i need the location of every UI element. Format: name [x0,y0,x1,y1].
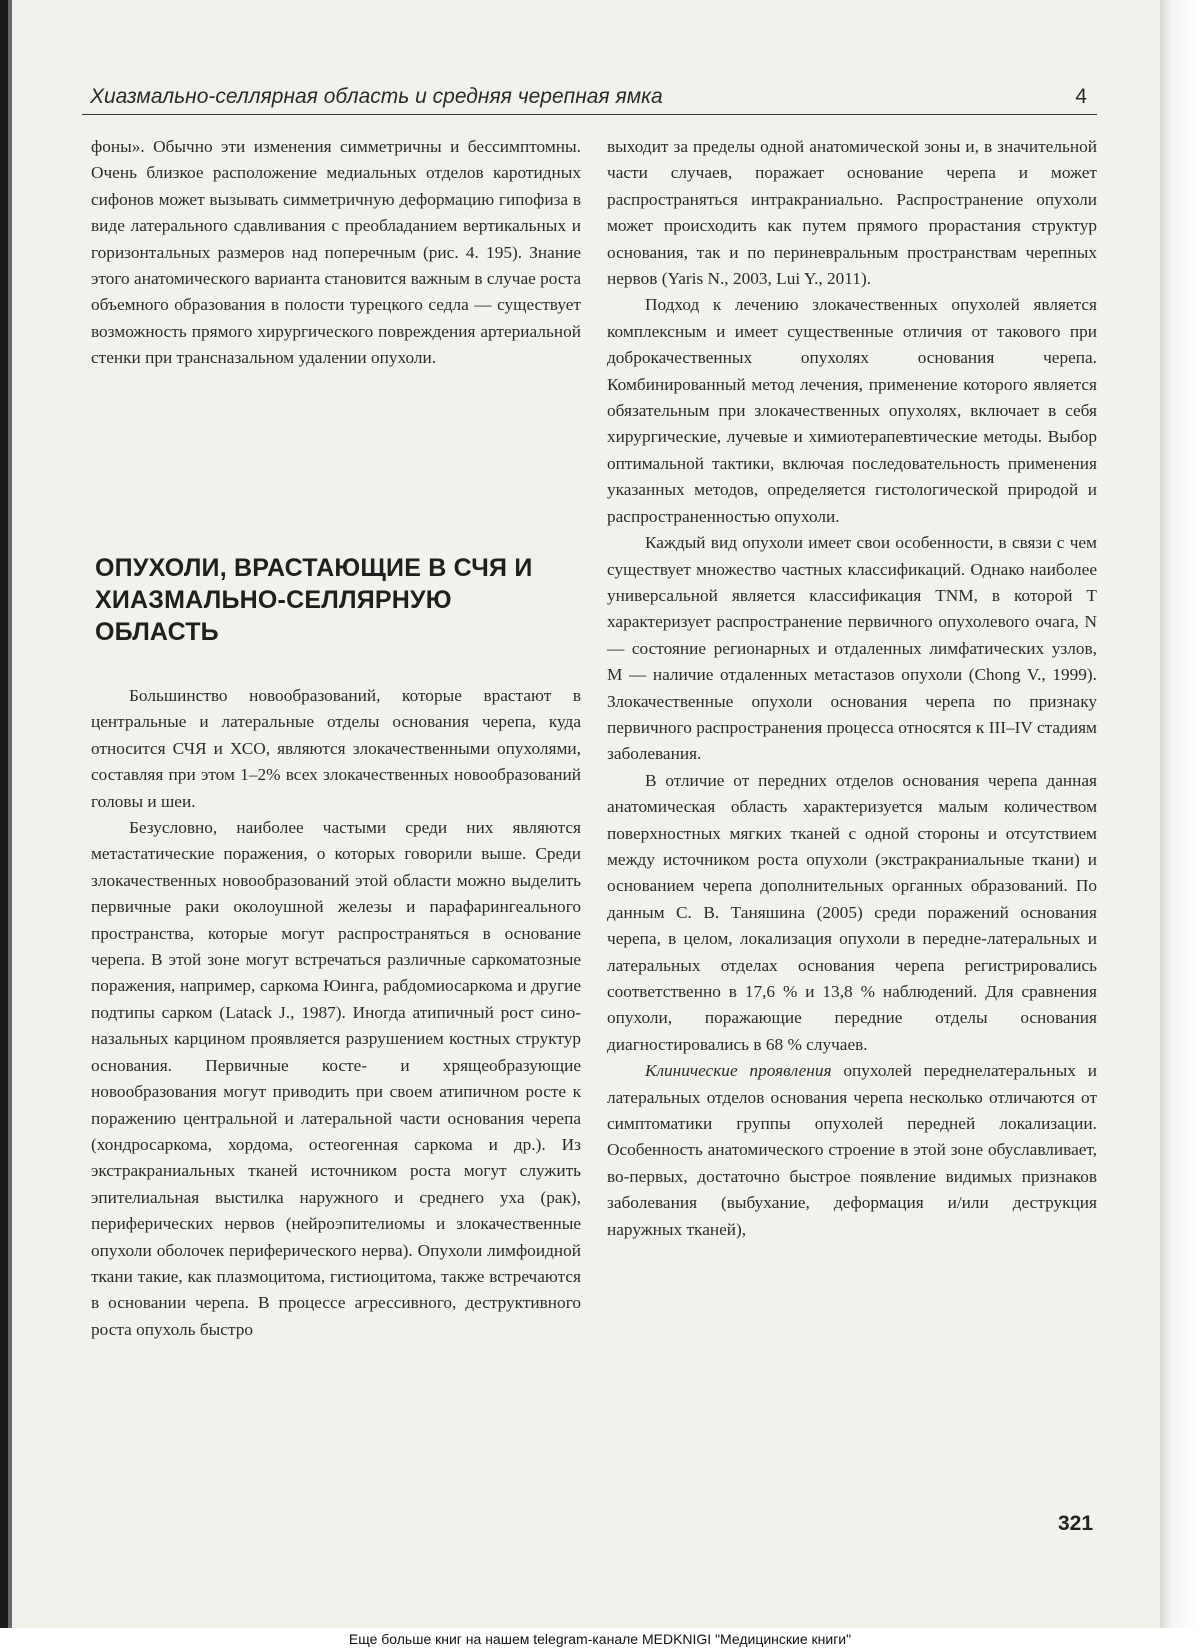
running-title: Хиазмально-селлярная область и средняя черепная ямка [90,85,663,108]
right-column [607,134,1097,1243]
chapter-number: 4 [1075,85,1087,108]
paragraph: Большинство новообразований, которые врастают в центральные и латеральные отделы основания черепа, куда относится СЧЯ и ХСО, являются злокачественными опухолями, составляя при этом 1–2% всех злокачественных новообразований головы и шеи. [91,686,581,811]
page-edge [1160,0,1200,1651]
left-column-bottom [91,683,581,1343]
paragraph: фоны». Обычно эти изменения симметричны и бессимптомны. Очень близкое расположение медиальных отделов каротидных сифонов может вызывать симметричную деформацию гипофиза в виде латерального сдавливания с преобладанием вертикальных и горизонтальных размеров над поперечным (рис. 4. 195). Знание этого анатомического варианта становится важным в случае роста объемного образования в полости турецкого седла — существует возможность прямого хирургического повреждения артериальной стенки при трансназальном удалении опухоли. [91,137,581,368]
paragraph-text: опухолей переднелатеральных и латеральных отделов основания черепа несколько отличаются от симптоматики группы опухолей передней локализации. Особенность анатомического строение в этой зоне обуславливает, во-первых, достаточно быстрое появление видимых признаков заболевания (выбухание, деформация и/или деструкция наружных тканей), [607,1061,1097,1239]
running-header [82,83,1097,115]
left-column-top [91,134,581,372]
paragraph: выходит за пределы одной анатомической зоны и, в значительной части случаев, поражает основание черепа и может распространяться интракраниально. Распространение опухоли может происходить как путем прямого прорастания структур основания, так и по периневральным пространствам черепных нервов (Yaris N., 2003, Lui Y., 2011). [607,137,1097,289]
paragraph: Подход к лечению злокачественных опухолей является комплексным и имеет существенные отличия от такового при доброкачественных опухолях основания черепа. Комбинированный метод лечения, применение которого является обязательным при злокачественных опухолях, включает в себя хирургические, лучевые и химиотерапевтические методы. Выбор оптимальной тактики, включая последовательность применения указанных методов, определяется гистологической природой и распространенностью опухоли. [607,295,1097,526]
paragraph: Каждый вид опухоли имеет свои особенности, в связи с чем существует множество частных классификаций. Однако наиболее универсальной является классификация TNM, в которой T характеризует распространение первичного опухолевого очага, N — состояние регионарных и отдаленных лимфатических узлов, M — наличие отдаленных метастазов опухоли (Chong V., 1999). Злокачественные опухоли основания черепа по признаку первичного распространения процесса относятся к III–IV стадиям заболевания. [607,533,1097,764]
section-heading: ОПУХОЛИ, ВРАСТАЮЩИЕ В СЧЯ И ХИАЗМАЛЬНО-СЕЛЛЯРНУЮ ОБЛАСТЬ [95,554,533,646]
italic-term: Клинические проявления [645,1061,832,1081]
paragraph-clinical [607,1058,1097,1243]
book-page [8,0,1160,1651]
footer-note: Еще больше книг на нашем telegram-канале MEDKNIGI "Медицинские книги" [0,1628,1200,1651]
paragraph: Безусловно, наиболее частыми среди них являются метастатические поражения, о которых говорили выше. Среди злокачественных новообразований этой области можно выделить первичные раки околоушной железы и парафарингеального пространства, которые могут распространяться в основание черепа. В этой зоне могут встречаться различные саркоматозные поражения, например, саркома Юинга, рабдомиосаркома и другие подтипы сарком (Latack J., 1987). Иногда атипичный рост сино-назальных карцином проявляется разрушением костных структур основания. Первичные косте- и хрящеобразующие новообразования могут приводить при своем атипичном росте к поражению центральной и латеральной части основания черепа (хондросаркома, хордома, остеогенная саркома и др.). Из экстракраниальных тканей источником роста могут служить эпителиальная выстилка наружного и среднего уха (рак), периферических нервов (нейроэпителиомы и злокачественные опухоли оболочек периферического нерва). Опухоли лимфоидной ткани такие, как плазмоцитома, гистиоцитома, также встречаются в основании черепа. В процессе агрессивного, деструктивного роста опухоль быстро [91,818,581,1339]
page-number: 321 [1058,1512,1094,1535]
paragraph: В отличие от передних отделов основания черепа данная анатомическая область характеризуется малым количеством поверхностных мягких тканей с одной стороны и отсутствием между источником роста опухоли (экстракраниальные ткани) и основанием черепа дополнительных органных образований. По данным С. В. Таняшина (2005) среди поражений основания черепа, в целом, локализация опухоли в передне-латеральных и латеральных отделах основания черепа регистрировались соответственно в 17,6 % и 13,8 % наблюдений. Для сравнения опухоли, поражающие передние отделы основания диагностировались в 68 % случаев. [607,770,1097,1054]
